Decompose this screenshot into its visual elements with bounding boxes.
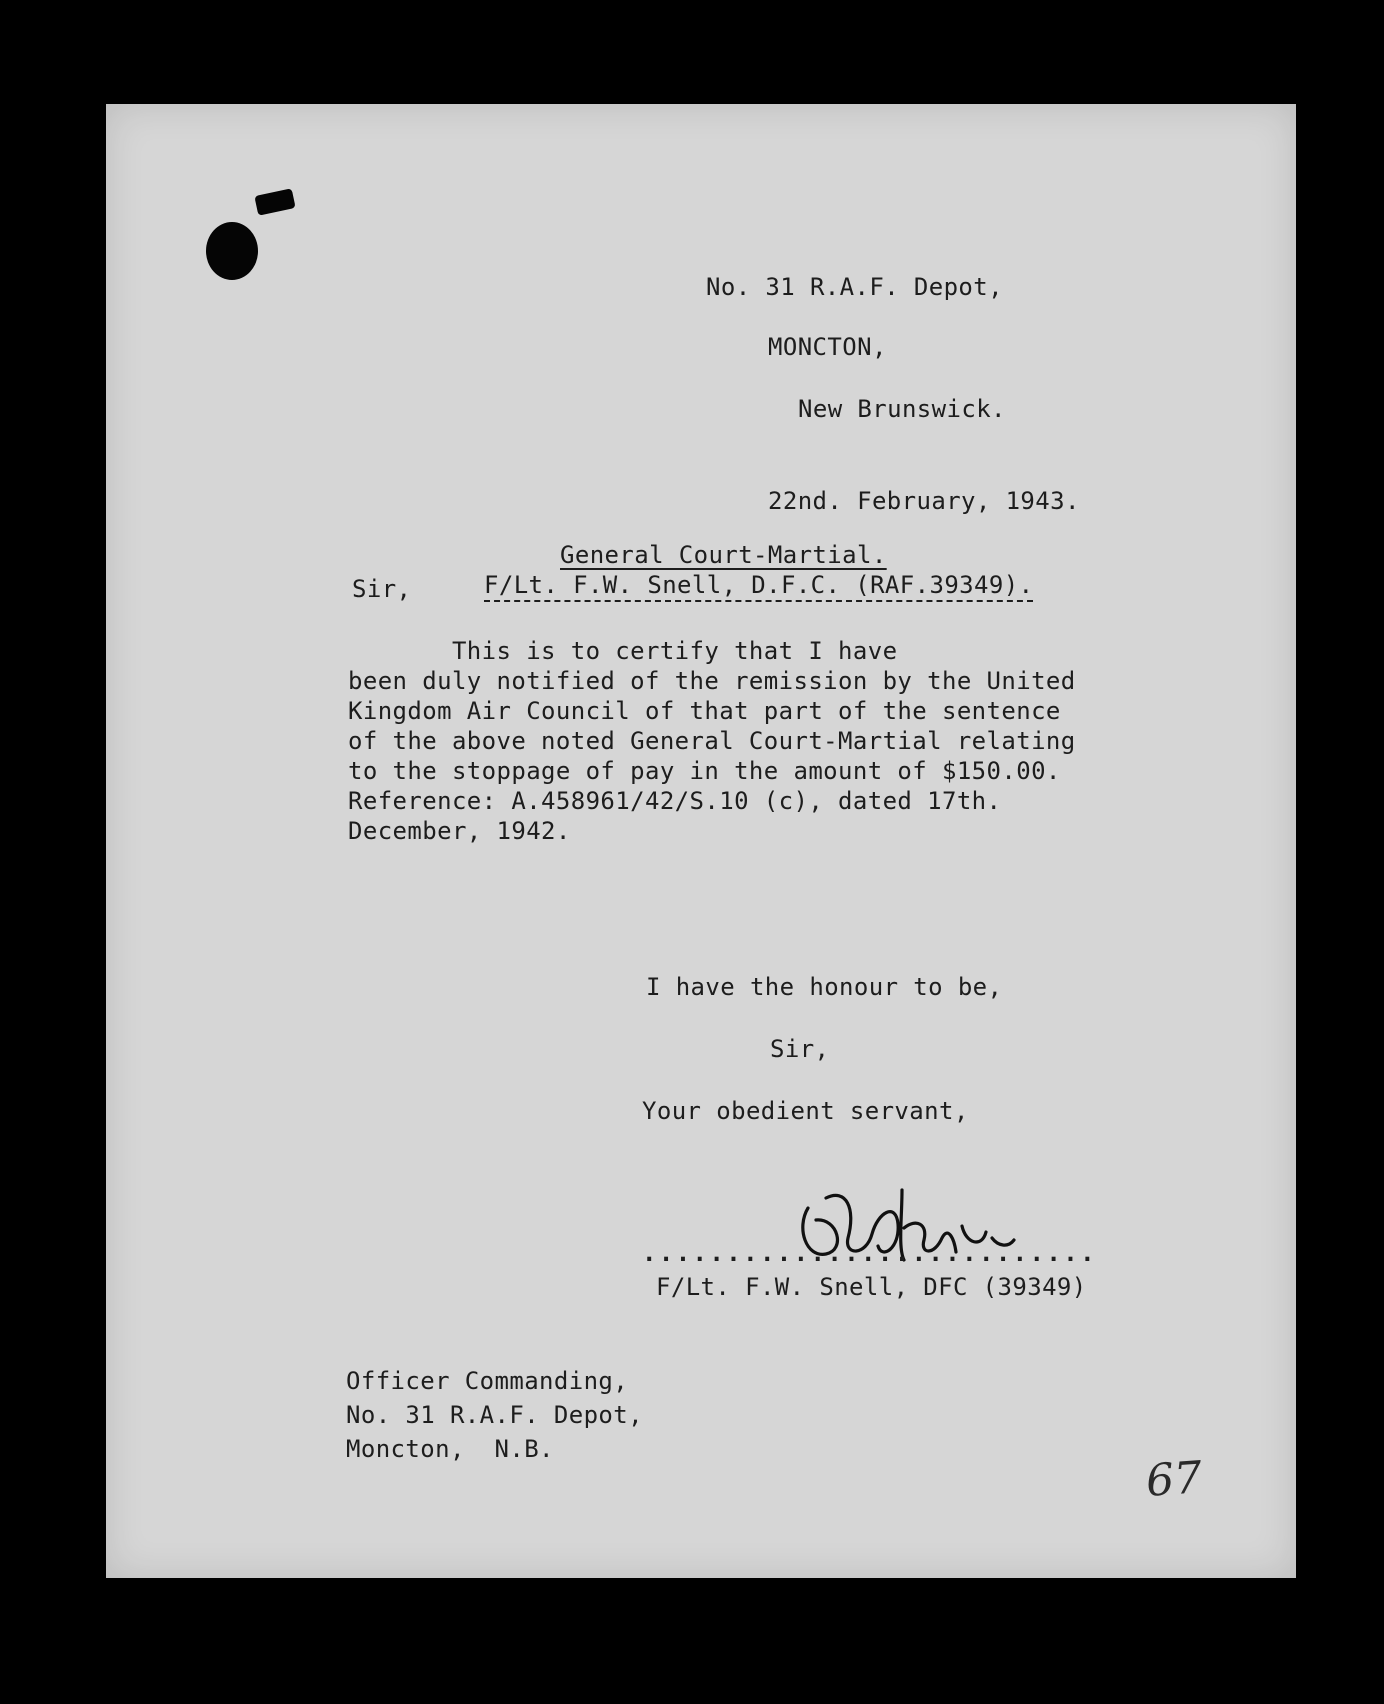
signer-name: F/Lt. F.W. Snell, DFC (39349) bbox=[656, 1273, 1087, 1301]
letterhead-line-1: No. 31 R.A.F. Depot, bbox=[706, 273, 1003, 301]
body-line: been duly notified of the remission by the United bbox=[348, 667, 1076, 695]
addressee-line-1: Officer Commanding, bbox=[346, 1367, 629, 1395]
ink-blot-small bbox=[254, 188, 295, 215]
letter-sheet bbox=[106, 104, 1296, 1578]
addressee-line-3: Moncton, N.B. bbox=[346, 1435, 554, 1463]
addressee-line-2: No. 31 R.A.F. Depot, bbox=[346, 1401, 643, 1429]
body-line: Kingdom Air Council of that part of the sentence bbox=[348, 697, 1061, 725]
body-line: December, 1942. bbox=[348, 817, 571, 845]
letterhead-line-2: MONCTON, bbox=[768, 333, 887, 361]
closing-line-3: Your obedient servant, bbox=[642, 1097, 969, 1125]
closing-line-1: I have the honour to be, bbox=[646, 973, 1003, 1001]
subject-line-2: F/Lt. F.W. Snell, D.F.C. (RAF.39349). bbox=[484, 571, 1034, 599]
body-line: This is to certify that I have bbox=[348, 637, 898, 665]
letter-body bbox=[348, 636, 1076, 846]
subject-line-1: General Court-Martial. bbox=[560, 541, 887, 569]
closing-line-2: Sir, bbox=[770, 1035, 830, 1063]
salutation: Sir, bbox=[352, 575, 412, 603]
body-line: Reference: A.458961/42/S.10 (c), dated 17th. bbox=[348, 787, 1002, 815]
letter-date: 22nd. February, 1943. bbox=[768, 487, 1080, 515]
ink-blot bbox=[206, 222, 258, 280]
body-line: of the above noted General Court-Martial relating bbox=[348, 727, 1076, 755]
letterhead-line-3: New Brunswick. bbox=[798, 395, 1006, 423]
page-number: 67 bbox=[1144, 1452, 1204, 1507]
body-line: to the stoppage of pay in the amount of $150.00. bbox=[348, 757, 1061, 785]
signature-dots: ........................... bbox=[642, 1239, 1097, 1267]
